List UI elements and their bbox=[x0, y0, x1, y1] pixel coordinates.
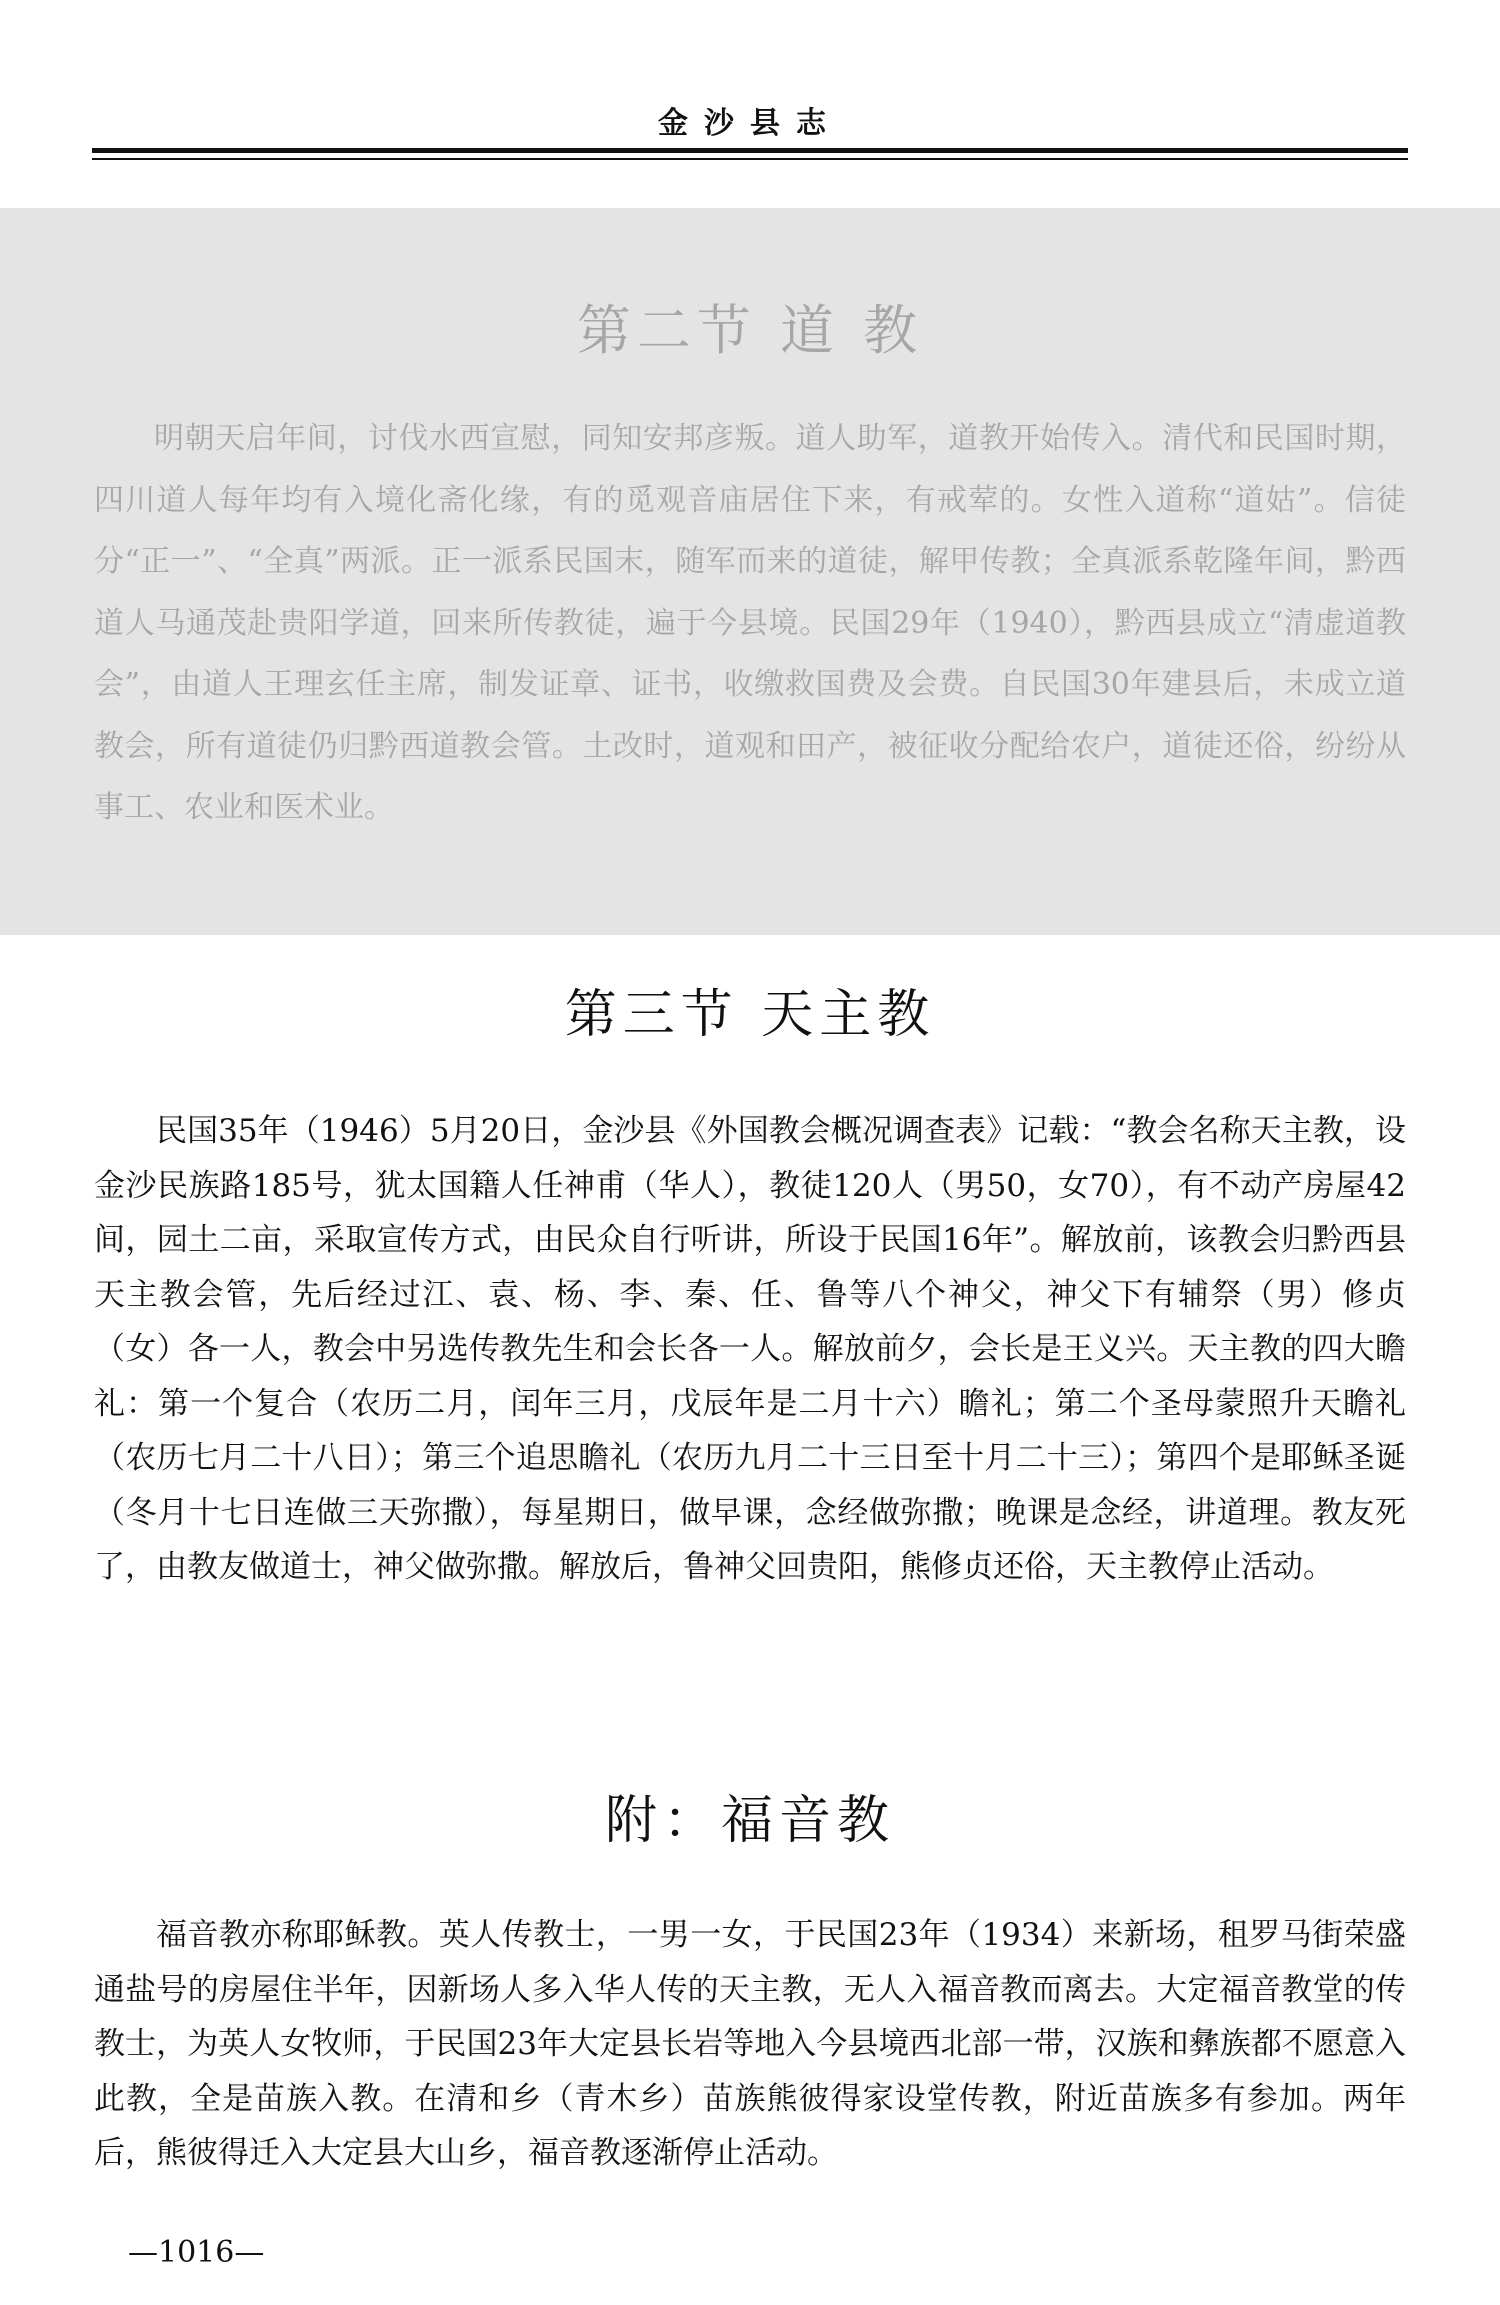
paragraph-catholic: 民国35年（1946）5月20日，金沙县《外国教会概况调查表》记载：“教会名称天主教，设金沙民族路185号，犹太国籍人任神甫（华人），教徒120人（男50，女70），有不动产房屋42间，园土二亩，采取宣传方式，由民众自行听讲，所设于民国16年”。解放前，该教会归黔西县天主教会管，先后经过江、袁、杨、李、秦、任、鲁等八个神父，神父下有辅祭（男）修贞（女）各一人，教会中另选传教先生和会长各一人。解放前夕，会长是王义兴。天主教的四大瞻礼：第一个复合（农历二月，闰年三月，戊辰年是二月十六）瞻礼；第二个圣母蒙照升天瞻礼（农历七月二十八日）；第三个追思瞻礼（农历九月二十三日至十月二十三）；第四个是耶稣圣诞（冬月十七日连做三天弥撒），每星期日，做早课，念经做弥撒；晚课是念经，讲道理。教友死了，由教友做道士，神父做弥撒。解放后，鲁神父回贵阳，熊修贞还俗，天主教停止活动。 bbox=[94, 1113, 1406, 1585]
header-rule-thin bbox=[92, 158, 1408, 160]
section-title-protestant: 附：福音教 bbox=[604, 1791, 895, 1851]
page-number: —1016— bbox=[128, 2235, 265, 2270]
section-title-daoism: 第二节 道 教 bbox=[576, 299, 924, 362]
faded-section-daoism bbox=[0, 208, 1500, 935]
section-title-catholic: 第三节 天主教 bbox=[564, 985, 936, 1045]
running-title: 金沙县志 bbox=[658, 106, 842, 141]
header-rule-thick bbox=[92, 148, 1408, 153]
paragraph-protestant: 福音教亦称耶稣教。英人传教士，一男一女，于民国23年（1934）来新场，租罗马街荣盛通盐号的房屋住半年，因新场人多入华人传的天主教，无人入福音教而离去。大定福音教堂的传教士，为英人女牧师，于民国23年大定县长岩等地入今县境西北部一带，汉族和彝族都不愿意入此教，全是苗族入教。在清和乡（青木乡）苗族熊彼得家设堂传教，附近苗族多有参加。两年后，熊彼得迁入大定县大山乡，福音教逐渐停止活动。 bbox=[94, 1917, 1406, 2171]
paragraph-daoism: 明朝天启年间，讨伐水西宣慰，同知安邦彦叛。道人助军，道教开始传入。清代和民国时期，四川道人每年均有入境化斋化缘，有的觅观音庙居住下来，有戒荤的。女性入道称“道姑”。信徒分“正一”、“全真”两派。正一派系民国末，随军而来的道徒，解甲传教；全真派系乾隆年间，黔西道人马通茂赴贵阳学道，回来所传教徒，遍于今县境。民国29年（1940），黔西县成立“清虚道教会”，由道人王理玄任主席，制发证章、证书，收缴救国费及会费。自民国30年建县后，未成立道教会，所有道徒仍归黔西道教会管。土改时，道观和田产，被征收分配给农户，道徒还俗，纷纷从事工、农业和医术业。 bbox=[94, 421, 1406, 825]
